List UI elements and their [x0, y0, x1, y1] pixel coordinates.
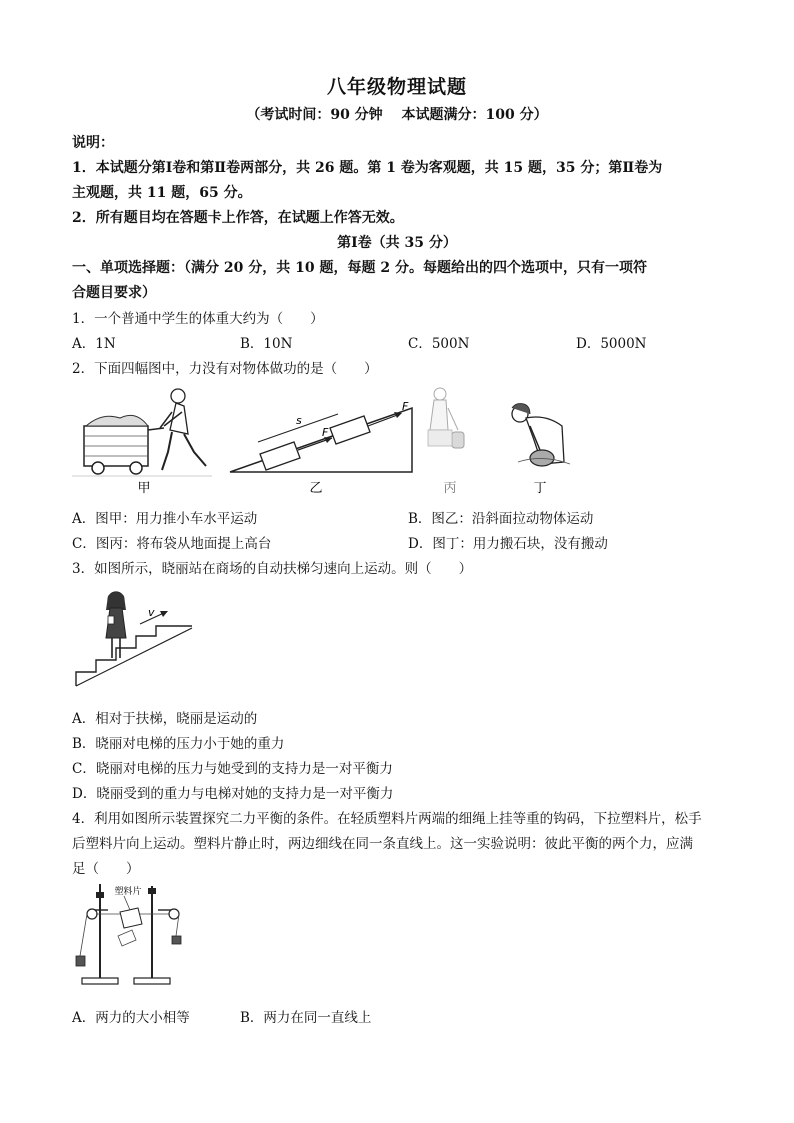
- instruction-line-1b: 主观题，共 11 题，65 分。: [72, 185, 252, 201]
- question-2-stem: 2．下面四幅图中，力没有对物体做功的是（ ）: [72, 361, 378, 377]
- question-3-stem: 3．如图所示，晓丽站在商场的自动扶梯匀速向上运动。则（ ）: [72, 561, 473, 577]
- question-1-option-c: C．500N: [408, 336, 470, 352]
- section-title: 第Ⅰ卷（共 35 分）: [337, 235, 457, 251]
- question-1-option-d: D．5000N: [576, 336, 647, 352]
- question-2-option-a: A．图甲：用力推小车水平运动: [72, 511, 258, 527]
- instructions-heading: 说明：: [72, 135, 114, 151]
- question-2-option-d: D．图丁：用力搬石块，没有搬动: [408, 536, 608, 552]
- figure-label-ding: 丁: [533, 481, 547, 496]
- exam-info: （考试时间：90 分钟 本试题满分：100 分）: [246, 107, 548, 123]
- question-1-stem: 1．一个普通中学生的体重大约为（ ）: [72, 311, 324, 327]
- question-3-option-d: D．晓丽受到的重力与电梯对她的支持力是一对平衡力: [72, 786, 394, 802]
- question-4-stem-c: 足（ ）: [72, 861, 140, 877]
- symbol-F-1: F: [322, 426, 329, 439]
- plastic-card: [118, 896, 142, 946]
- figure-label-bing: 丙: [443, 481, 457, 496]
- figure-yi-incline: [230, 408, 412, 472]
- symbol-s: s: [296, 414, 302, 427]
- instruction-line-1a: 1．本试题分第Ⅰ卷和第Ⅱ卷两部分，共 26 题。第 1 卷为客观题，共 15 题，35 分；第Ⅱ卷为: [72, 160, 663, 176]
- symbol-F-2: F: [402, 400, 409, 413]
- instruction-line-2: 2．所有题目均在答题卡上作答，在试题上作答无效。: [72, 210, 404, 226]
- question-4-apparatus-figure: [72, 878, 196, 994]
- question-2-option-c: C．图丙：将布袋从地面提上高台: [72, 536, 272, 552]
- escalator-steps: [76, 626, 192, 686]
- section-heading-b: 合题目要求）: [72, 285, 156, 301]
- question-2-figures: [72, 384, 592, 496]
- page-title: 八年级物理试题: [326, 76, 467, 98]
- question-4-option-a: A．两力的大小相等: [72, 1010, 190, 1026]
- question-4-option-b: B．两力在同一直线上: [240, 1010, 372, 1026]
- figure-label-plastic-card: 塑料片: [114, 887, 142, 897]
- figure-label-yi: 乙: [309, 481, 323, 496]
- question-3-escalator-figure: [72, 586, 198, 690]
- figure-jia-cart-push: [72, 389, 212, 476]
- figure-label-jia: 甲: [137, 481, 151, 496]
- figure-bing-lift-bag: [428, 388, 464, 448]
- question-3-option-b: B．晓丽对电梯的压力小于她的重力: [72, 736, 285, 752]
- question-4-stem-b: 后塑料片向上运动。塑料片静止时，两边细线在同一条直线上。这一实验说明：彼此平衡的两个力，应满: [72, 836, 693, 852]
- symbol-v: v: [148, 606, 155, 619]
- section-heading-a: 一、单项选择题：（满分 20 分，共 10 题，每题 2 分。每题给出的四个选项中，只有一项符: [72, 260, 647, 276]
- question-2-option-b: B．图乙：沿斜面拉动物体运动: [408, 511, 594, 527]
- question-3-option-c: C．晓丽对电梯的压力与她受到的支持力是一对平衡力: [72, 761, 393, 777]
- question-4-stem-a: 4．利用如图所示装置探究二力平衡的条件。在轻质塑料片两端的细绳上挂等重的钩码，下拉塑料片，松手: [72, 811, 702, 827]
- question-1-option-a: A．1N: [72, 336, 116, 352]
- figure-ding-stone: [512, 404, 570, 467]
- question-1-option-b: B．10N: [240, 336, 293, 352]
- question-3-option-a: A．相对于扶梯，晓丽是运动的: [72, 711, 258, 727]
